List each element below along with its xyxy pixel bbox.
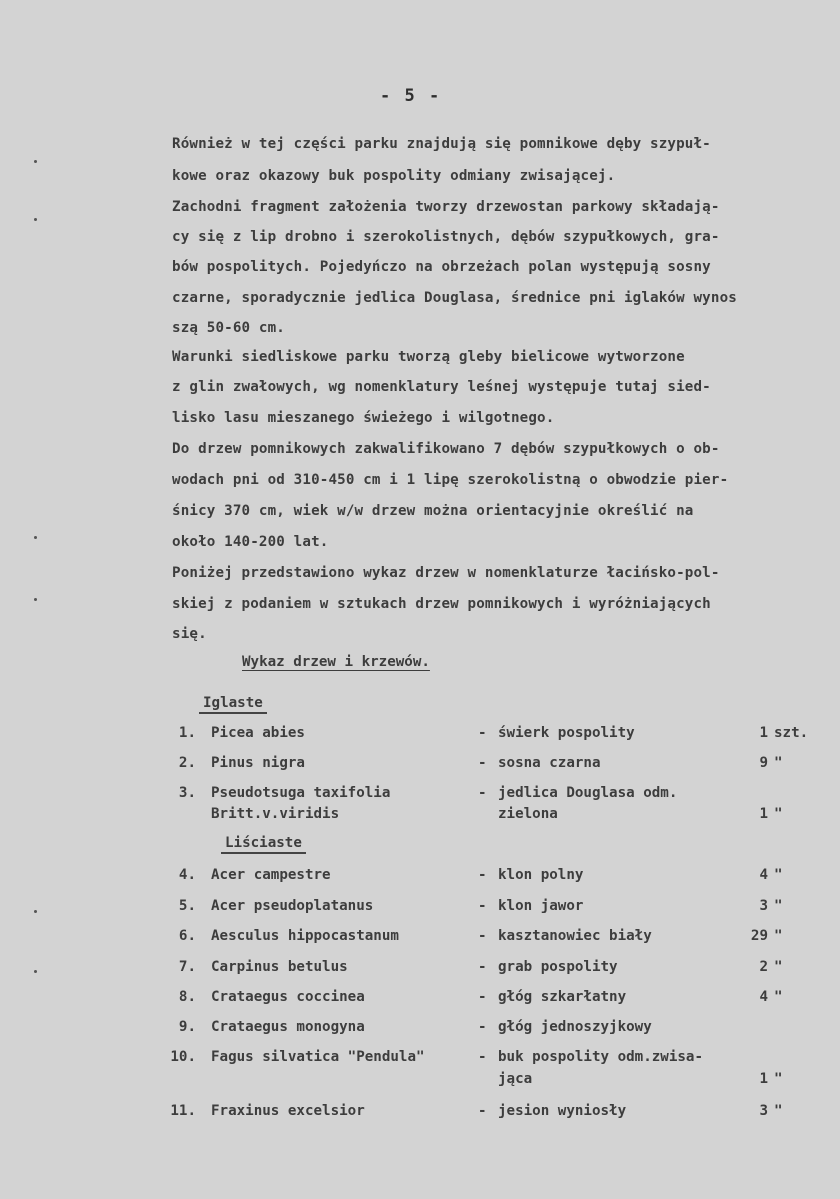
- scan-speck: [34, 160, 37, 163]
- text-line: śnicy 370 cm, wiek w/w drzew można orientacyjnie określić na: [172, 503, 694, 519]
- scan-speck: [34, 970, 37, 973]
- list-item: [0, 1019, 840, 1041]
- dash: -: [478, 785, 487, 801]
- unit: ": [774, 959, 783, 975]
- text-line: szą 50-60 cm.: [172, 320, 285, 336]
- section-heading-iglaste: Iglaste: [199, 695, 267, 714]
- text-line: cy się z lip drobno i szerokolistnych, dębów szypułkowych, gra-: [172, 229, 720, 245]
- item-number: 2.: [178, 755, 196, 771]
- count: 1: [759, 806, 768, 822]
- text-line: około 140-200 lat.: [172, 534, 329, 550]
- list-item: [0, 989, 840, 1011]
- latin-name-continuation: Britt.v.viridis: [211, 806, 340, 822]
- text-line: kowe oraz okazowy buk pospolity odmiany zwisającej.: [172, 168, 616, 184]
- latin-name: Crataegus monogyna: [211, 1019, 365, 1035]
- count: 9: [759, 755, 768, 771]
- polish-name: klon jawor: [498, 898, 584, 914]
- text-line: z glin zwałowych, wg nomenklatury leśnej występuje tutaj sied-: [172, 379, 711, 395]
- text-line: wodach pni od 310-450 cm i 1 lipę szerokolistną o obwodzie pier-: [172, 472, 729, 488]
- polish-name: jedlica Douglasa odm.: [498, 785, 678, 801]
- list-heading: Wykaz drzew i krzewów.: [242, 654, 430, 670]
- latin-name: Carpinus betulus: [211, 959, 348, 975]
- list-item: [0, 755, 840, 777]
- unit: ": [774, 898, 783, 914]
- polish-name: kasztanowiec biały: [498, 928, 652, 944]
- latin-name: Pinus nigra: [211, 755, 305, 771]
- polish-name: buk pospolity odm.zwisa-: [498, 1049, 703, 1065]
- text-line: bów pospolitych. Pojedyńczo na obrzeżach polan występują sosny: [172, 259, 711, 275]
- unit: ": [774, 806, 783, 822]
- polish-name: grab pospolity: [498, 959, 618, 975]
- polish-name: sosna czarna: [498, 755, 601, 771]
- dash: -: [478, 867, 487, 883]
- dash: -: [478, 1103, 487, 1119]
- list-item: [0, 898, 840, 920]
- dash: -: [478, 1049, 487, 1065]
- item-number: 9.: [178, 1019, 196, 1035]
- list-item-continuation: [0, 1071, 840, 1093]
- count: 4: [759, 989, 768, 1005]
- text-line: lisko lasu mieszanego świeżego i wilgotnego.: [172, 410, 555, 426]
- latin-name: Acer campestre: [211, 867, 331, 883]
- latin-name: Fagus silvatica "Pendula": [211, 1049, 425, 1065]
- latin-name: Aesculus hippocastanum: [211, 928, 399, 944]
- count: 4: [759, 867, 768, 883]
- unit: szt.: [774, 725, 809, 741]
- latin-name: Fraxinus excelsior: [211, 1103, 365, 1119]
- list-item: [0, 1103, 840, 1125]
- count: 2: [759, 959, 768, 975]
- scan-speck: [34, 598, 37, 601]
- text-line: Również w tej części parku znajdują się pomnikowe dęby szypuł-: [172, 136, 711, 152]
- scan-speck: [34, 910, 37, 913]
- list-item: [0, 1049, 840, 1071]
- text-line: Warunki siedliskowe parku tworzą gleby bielicowe wytworzone: [172, 349, 685, 365]
- dash: -: [478, 755, 487, 771]
- item-number: 3.: [178, 785, 196, 801]
- text-line: Poniżej przedstawiono wykaz drzew w nomenklaturze łacińsko-pol-: [172, 565, 720, 581]
- count: 3: [759, 1103, 768, 1119]
- latin-name: Crataegus coccinea: [211, 989, 365, 1005]
- text-line: Zachodni fragment założenia tworzy drzewostan parkowy składają-: [172, 199, 720, 215]
- dash: -: [478, 725, 487, 741]
- page-number: - 5 -: [380, 86, 442, 106]
- unit: ": [774, 1103, 783, 1119]
- list-item: [0, 725, 840, 747]
- polish-name: klon polny: [498, 867, 584, 883]
- count: 29: [750, 928, 768, 944]
- list-item: [0, 928, 840, 950]
- section-heading-lisciaste: Liściaste: [221, 835, 306, 854]
- list-item: [0, 867, 840, 889]
- count: 3: [759, 898, 768, 914]
- latin-name: Acer pseudoplatanus: [211, 898, 374, 914]
- count: 1: [759, 1071, 768, 1087]
- list-item-continuation: [0, 806, 840, 828]
- polish-name: głóg szkarłatny: [498, 989, 627, 1005]
- list-item: [0, 959, 840, 981]
- scan-speck: [34, 536, 37, 539]
- unit: ": [774, 928, 783, 944]
- item-number: 4.: [178, 867, 196, 883]
- dash: -: [478, 898, 487, 914]
- item-number: 10.: [170, 1049, 196, 1065]
- item-number: 8.: [178, 989, 196, 1005]
- count: 1: [759, 725, 768, 741]
- text-line: się.: [172, 626, 207, 642]
- latin-name: Pseudotsuga taxifolia: [211, 785, 391, 801]
- scan-speck: [34, 218, 37, 221]
- polish-name-continuation: jąca: [498, 1071, 533, 1087]
- text-line: skiej z podaniem w sztukach drzew pomnikowych i wyróżniających: [172, 596, 711, 612]
- item-number: 5.: [178, 898, 196, 914]
- latin-name: Picea abies: [211, 725, 305, 741]
- text-line: czarne, sporadycznie jedlica Douglasa, średnice pni iglaków wynos: [172, 290, 737, 306]
- unit: ": [774, 867, 783, 883]
- list-item: [0, 785, 840, 807]
- unit: ": [774, 755, 783, 771]
- item-number: 1.: [178, 725, 196, 741]
- item-number: 7.: [178, 959, 196, 975]
- dash: -: [478, 928, 487, 944]
- dash: -: [478, 1019, 487, 1035]
- unit: ": [774, 1071, 783, 1087]
- polish-name: jesion wyniosły: [498, 1103, 627, 1119]
- item-number: 6.: [178, 928, 196, 944]
- unit: ": [774, 989, 783, 1005]
- text-line: Do drzew pomnikowych zakwalifikowano 7 dębów szypułkowych o ob-: [172, 441, 720, 457]
- dash: -: [478, 959, 487, 975]
- polish-name: głóg jednoszyjkowy: [498, 1019, 652, 1035]
- polish-name-continuation: zielona: [498, 806, 558, 822]
- dash: -: [478, 989, 487, 1005]
- item-number: 11.: [170, 1103, 196, 1119]
- polish-name: świerk pospolity: [498, 725, 635, 741]
